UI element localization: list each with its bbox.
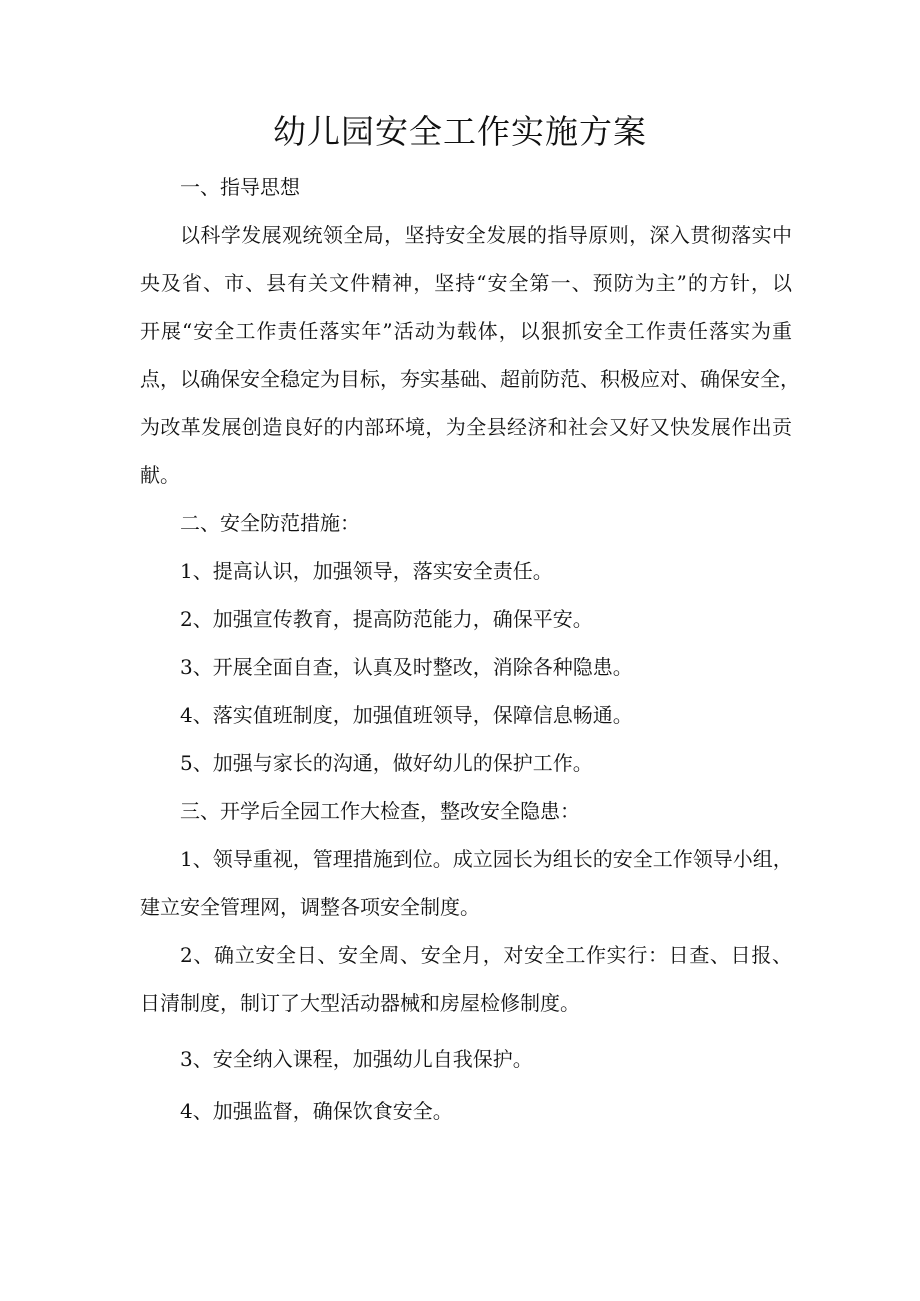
section3-item1-line-1: 1、领导重视，管理措施到位。成立园长为组长的安全工作领导小组， xyxy=(180,847,793,871)
section1-paragraph-line-1: 以科学发展观统领全局，坚持安全发展的指导原则，深入贯彻落实中 xyxy=(180,223,792,247)
section1-paragraph-line-2: 央及省、市、县有关文件精神，坚持“安全第一、预防为主”的方针，以 xyxy=(140,271,792,295)
section1-paragraph-line-3: 开展“安全工作责任落实年”活动为载体，以狠抓安全工作责任落实为重 xyxy=(140,319,792,343)
section3-item2-line-1: 2、确立安全日、安全周、安全月，对安全工作实行：日查、日报、 xyxy=(180,943,792,967)
document-title: 幼儿园安全工作实施方案 xyxy=(273,112,647,151)
section1-heading: 一、指导思想 xyxy=(180,175,300,199)
section3-item-4: 4、加强监督，确保饮食安全。 xyxy=(180,1099,453,1123)
section3-heading: 三、开学后全园工作大检查，整改安全隐患： xyxy=(180,799,580,823)
section2-item-5: 5、加强与家长的沟通，做好幼儿的保护工作。 xyxy=(180,751,593,775)
section1-paragraph-line-5: 为改革发展创造良好的内部环境，为全县经济和社会又好又快发展作出贡 xyxy=(140,415,792,439)
section2-heading: 二、安全防范措施： xyxy=(180,511,360,535)
section3-item1-line-2: 建立安全管理网，调整各项安全制度。 xyxy=(140,895,480,919)
section3-item-3: 3、安全纳入课程，加强幼儿自我保护。 xyxy=(180,1047,533,1071)
section2-item-4: 4、落实值班制度，加强值班领导，保障信息畅通。 xyxy=(180,703,633,727)
section2-item-1: 1、提高认识，加强领导，落实安全责任。 xyxy=(180,559,553,583)
section1-paragraph-line-4: 点，以确保安全稳定为目标，夯实基础、超前防范、积极应对、确保安全， xyxy=(140,367,800,391)
section1-paragraph-line-6: 献。 xyxy=(140,463,180,487)
section3-item2-line-2: 日清制度，制订了大型活动器械和房屋检修制度。 xyxy=(140,991,580,1015)
section2-item-3: 3、开展全面自查，认真及时整改，消除各种隐患。 xyxy=(180,655,633,679)
section2-item-2: 2、加强宣传教育，提高防范能力，确保平安。 xyxy=(180,607,593,631)
